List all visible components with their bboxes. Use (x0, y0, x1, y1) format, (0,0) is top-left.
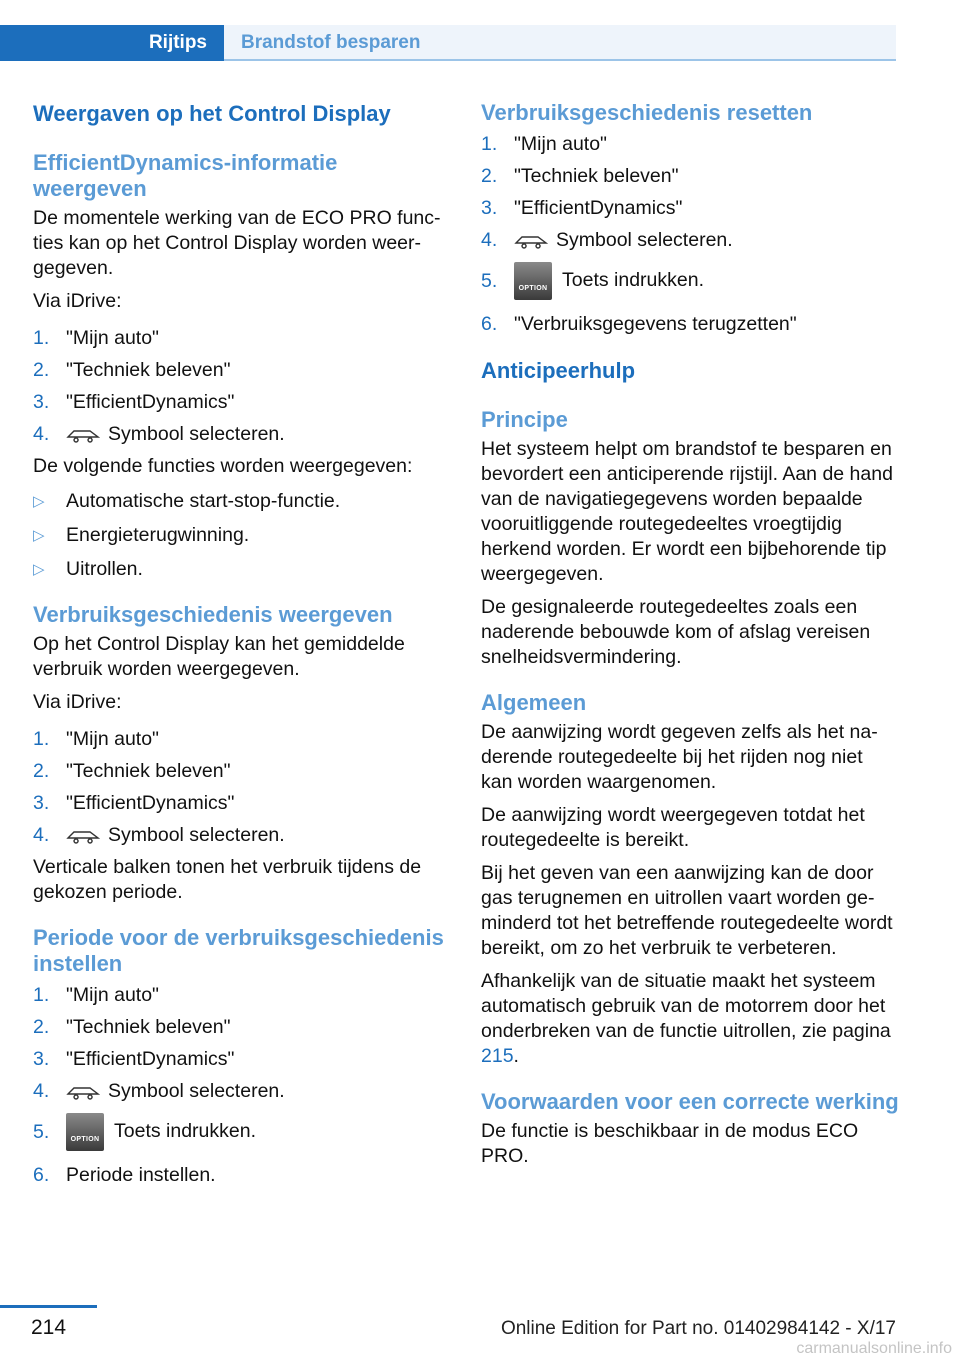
option-button-icon: OPTION (66, 1113, 104, 1151)
page-header (0, 25, 960, 61)
left-column (33, 100, 451, 1195)
list-item: 5. OPTION Toets indrukken. (33, 1111, 451, 1153)
page-number: 214 (30, 1316, 67, 1339)
header-rule (224, 59, 896, 61)
list-item: ▷ Uitrollen. (33, 558, 143, 580)
heading-anticipeerhulp: Anticipeerhulp (481, 358, 636, 383)
heading-efficientdynamics-info: EfficientDynamics-informatie weergeven (33, 150, 338, 201)
list-item: 4. Symbool selecteren. (33, 824, 285, 846)
paragraph: Op het Control Display kan het gemiddelde verbruik worden weergegeven. (33, 633, 405, 680)
list-item: 4. Symbool selecteren. (33, 1080, 285, 1102)
section-tab: Rijtips (0, 25, 224, 61)
steps-list-4 (481, 132, 899, 337)
list-item: 1. "Mijn auto" (33, 327, 159, 349)
paragraph: De gesignaleerde routegedeeltes zoals een naderende bebouwde kom of afslag vereisen snelheidsvermindering. (481, 596, 871, 668)
list-item: 1. "Mijn auto" (481, 133, 607, 155)
car-side-icon (66, 1084, 100, 1100)
page-link[interactable]: 215 (481, 1045, 514, 1067)
list-item: 2. "Techniek beleven" (33, 1016, 231, 1038)
list-item: ▷ Energieterugwinning. (33, 524, 250, 546)
list-item: 4. Symbool selecteren. (33, 423, 285, 445)
list-item: 2. "Techniek beleven" (33, 359, 231, 381)
list-item: 4. Symbool selecteren. (481, 229, 733, 251)
paragraph: Via iDrive: (33, 691, 122, 713)
watermark: carmanualsonline.info (796, 1340, 952, 1357)
list-item: 6. Periode instellen. (33, 1164, 216, 1186)
list-item: 5. OPTION Toets indrukken. (481, 260, 899, 302)
car-side-icon (66, 427, 100, 443)
list-item: 1. "Mijn auto" (33, 984, 159, 1006)
heading-history-period: Periode voor de verbruiksgeschiedenis instellen (33, 925, 444, 976)
list-item: 3. "EfficientDynamics" (33, 792, 235, 814)
list-item: 2. "Techniek beleven" (481, 165, 679, 187)
paragraph: Via iDrive: (33, 290, 122, 312)
heading-algemeen: Algemeen (481, 690, 587, 715)
subsection-tab: Brandstof besparen (224, 25, 896, 61)
footer-rule (0, 1305, 97, 1308)
triangle-bullet-icon: ▷ (33, 561, 45, 578)
heading-control-display: Weergaven op het Control Display (33, 101, 391, 126)
paragraph: De functie is beschikbaar in de modus ECO PRO. (481, 1120, 859, 1167)
list-item: 2. "Techniek beleven" (33, 760, 231, 782)
bullet-list (33, 489, 451, 582)
list-item: 1. "Mijn auto" (33, 728, 159, 750)
paragraph: Verticale balken tonen het verbruik tijdens de gekozen periode. (33, 856, 422, 903)
paragraph: De aanwijzing wordt gegeven zelfs als het naderende routegedeelte bij het rijden nog niet kan worden waargenomen. (481, 721, 878, 793)
heading-voorwaarden: Voorwaarden voor een correcte werking (481, 1089, 899, 1114)
right-column (481, 100, 899, 1177)
paragraph: Het systeem helpt om brandstof te besparen en bevordert een anticiperende rijstijl. Aan de hand van de navigatiegegevens worden bepaalde vooruitliggende routegedeeltes vroegtijdig herkend worden. Er wordt een bijbehorende tip weergegeven. (481, 438, 893, 585)
heading-history-reset: Verbruiksgeschiedenis resetten (481, 100, 813, 125)
paragraph: Afhankelijk van de situatie maakt het systeem automatisch gebruik van de motorrem door het onderbreken van de functie uitrollen, zie pagina 215. (481, 970, 891, 1067)
list-item: 3. "EfficientDynamics" (481, 197, 683, 219)
edition-note: Online Edition for Part no. 01402984142 - X/17 (500, 1318, 896, 1339)
steps-list-1 (33, 326, 451, 447)
heading-principe: Principe (481, 407, 568, 432)
heading-history-show: Verbruiksgeschiedenis weergeven (33, 602, 393, 627)
paragraph: Bij het geven van een aanwijzing kan de door gas terugnemen en uitrollen vaart worden geminderd tot het betreffende routegedeelte wordt bereikt, om zo het verbruik te verbeteren. (481, 862, 893, 959)
steps-list-2 (33, 727, 451, 848)
paragraph: De momentele werking van de ECO PRO functies kan op het Control Display worden weergegeven. (33, 207, 441, 279)
triangle-bullet-icon: ▷ (33, 527, 45, 544)
triangle-bullet-icon: ▷ (33, 493, 45, 510)
paragraph: De aanwijzing wordt weergegeven totdat het routegedeelte is bereikt. (481, 804, 865, 851)
list-item: ▷ Automatische start-stop-functie. (33, 490, 341, 512)
paragraph: De volgende functies worden weergegeven: (33, 455, 413, 477)
list-item: 6. "Verbruiksgegevens terugzetten" (481, 313, 797, 335)
car-side-icon (66, 828, 100, 844)
list-item: 3. "EfficientDynamics" (33, 1048, 235, 1070)
steps-list-3 (33, 983, 451, 1188)
list-item: 3. "EfficientDynamics" (33, 391, 235, 413)
option-button-icon: OPTION (514, 262, 552, 300)
car-side-icon (514, 233, 548, 249)
